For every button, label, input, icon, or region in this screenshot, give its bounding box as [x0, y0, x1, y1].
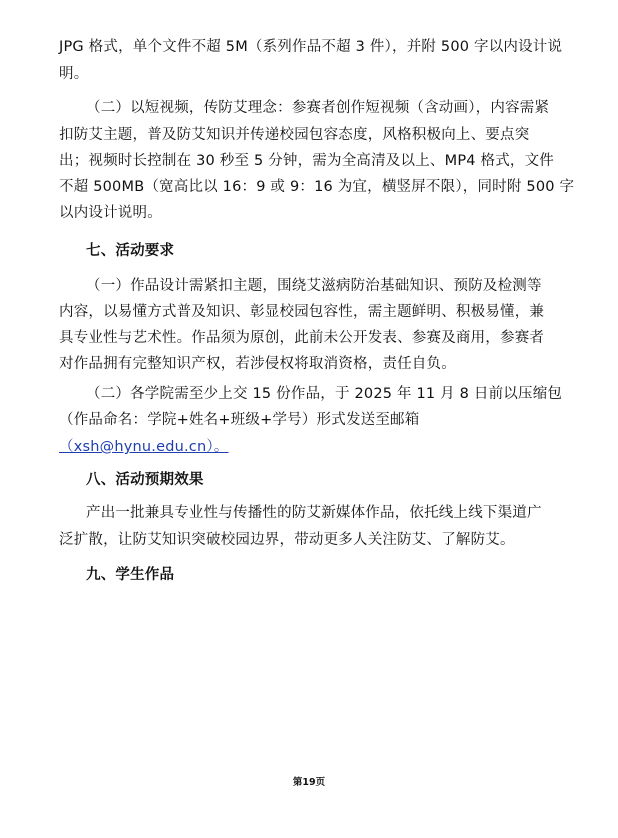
section-heading-requirements: 七、活动要求: [86, 243, 175, 259]
paragraph-requirement-1: （一）作品设计需紧扣主题，围绕艾滋病防治基础知识、预防及检测等: [86, 278, 542, 294]
body-text-line: （作品命名：学院+姓名+班级+学号）形式发送至邮箱: [59, 412, 420, 428]
body-text-line: 对作品拥有完整知识产权，若涉侵权将取消资格，责任自负。: [59, 356, 456, 372]
email-link[interactable]: （xsh@hynu.edu.cn）。: [59, 439, 229, 455]
body-text-line: 扣防艾主题，普及防艾知识并传递校园包容态度，风格积极向上、要点突: [59, 127, 530, 143]
body-text-line: 泛扩散，让防艾知识突破校园边界，带动更多人关注防艾、了解防艾。: [59, 532, 515, 548]
section-heading-student-works: 九、学生作品: [86, 567, 175, 583]
paragraph-requirement-2: （二）各学院需至少上交 15 份作品，于 2025 年 11 月 8 日前以压缩包: [86, 386, 563, 402]
body-text-line: 出；视频时长控制在 30 秒至 5 分钟，需为全高清及以上、MP4 格式，文件: [59, 153, 554, 169]
paragraph-short-video: （二）以短视频，传防艾理念：参赛者创作短视频（含动画），内容需紧: [86, 100, 550, 116]
body-text-line: 以内设计说明。: [59, 205, 162, 221]
page-number: 第19页: [292, 777, 326, 788]
body-text-line: 内容，以易懂方式普及知识、彰显校园包容性，需主题鲜明、积极易懂，兼: [59, 304, 545, 320]
body-text-line: 具专业性与艺术性。作品须为原创，此前未公开发表、参赛及商用，参赛者: [59, 330, 545, 346]
paragraph-expected-effect: 产出一批兼具专业性与传播性的防艾新媒体作品，依托线上线下渠道广: [86, 505, 542, 521]
section-heading-expected-effect: 八、活动预期效果: [86, 472, 204, 488]
body-text-line: 不超 500MB（宽高比以 16：9 或 9：16 为宜，横竖屏不限），同时附 500 字: [59, 179, 575, 195]
body-text-line: 明。: [59, 66, 89, 82]
body-text-line: JPG 格式，单个文件不超 5M（系列作品不超 3 件），并附 500 字以内设计说: [59, 39, 563, 55]
